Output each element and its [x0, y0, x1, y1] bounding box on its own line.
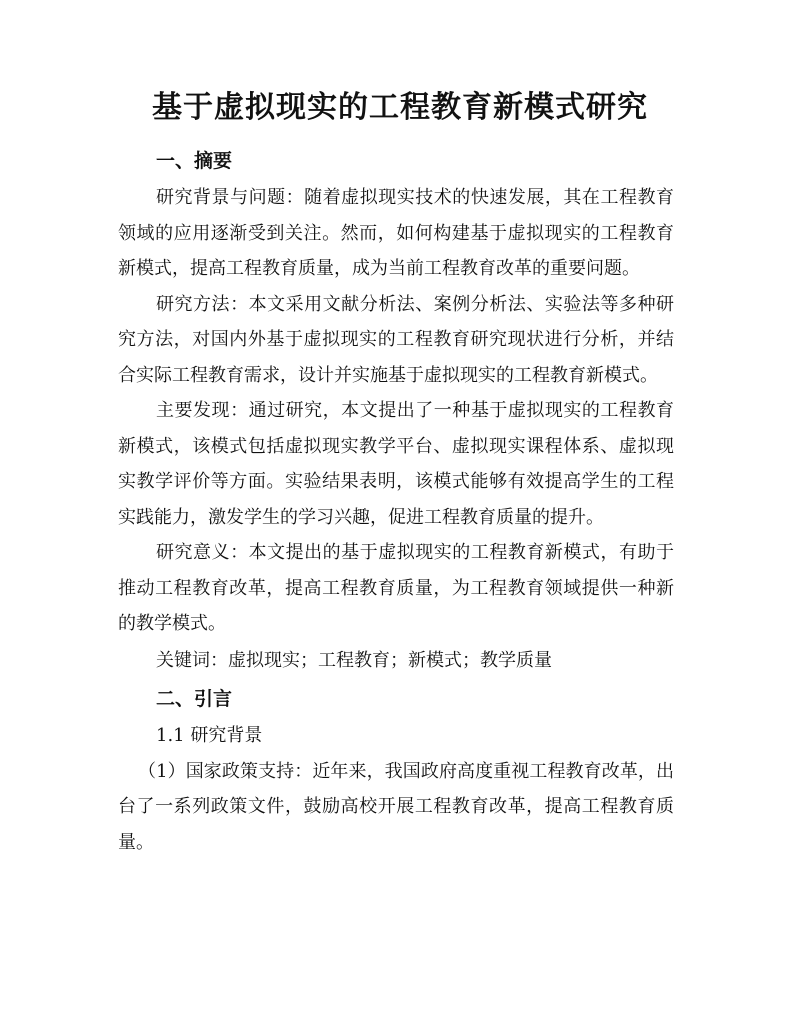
- subsection-heading-1-1: 1.1 研究背景: [156, 724, 263, 746]
- keywords-line: 关键词：虚拟现实；工程教育；新模式；教学质量: [156, 649, 552, 671]
- findings-paragraph: 主要发现：通过研究，本文提出了一种基于虚拟现实的工程教育新模式，该模式包括虚拟现实教学平台、虚拟现实课程体系、虚拟现实教学评价等方面。实验结果表明，该模式能够有效提高学生的工程实践能力，激发学生的学习兴趣，促进工程教育质量的提升。: [118, 400, 674, 528]
- document-body: [118, 142, 674, 860]
- significance-paragraph: 研究意义：本文提出的基于虚拟现实的工程教育新模式，有助于推动工程教育改革，提高工程教育质量，为工程教育领域提供一种新的教学模式。: [118, 542, 674, 634]
- intro-heading: 二、引言: [156, 687, 233, 710]
- policy-paragraph: （1）国家政策支持：近年来，我国政府高度重视工程教育改革，出台了一系列政策文件，鼓励高校开展工程教育改革，提高工程教育质量。: [118, 760, 674, 853]
- background-paragraph: 研究背景与问题：随着虚拟现实技术的快速发展，其在工程教育领域的应用逐渐受到关注。然而，如何构建基于虚拟现实的工程教育新模式，提高工程教育质量，成为当前工程教育改革的重要问题。: [118, 187, 674, 279]
- document-title: 基于虚拟现实的工程教育新模式研究: [152, 90, 648, 125]
- abstract-heading: 一、摘要: [156, 150, 233, 172]
- methods-paragraph: 研究方法：本文采用文献分析法、案例分析法、实验法等多种研究方法，对国内外基于虚拟现实的工程教育研究现状进行分析，并结合实际工程教育需求，设计并实施基于虚拟现实的工程教育新模式。: [118, 293, 674, 386]
